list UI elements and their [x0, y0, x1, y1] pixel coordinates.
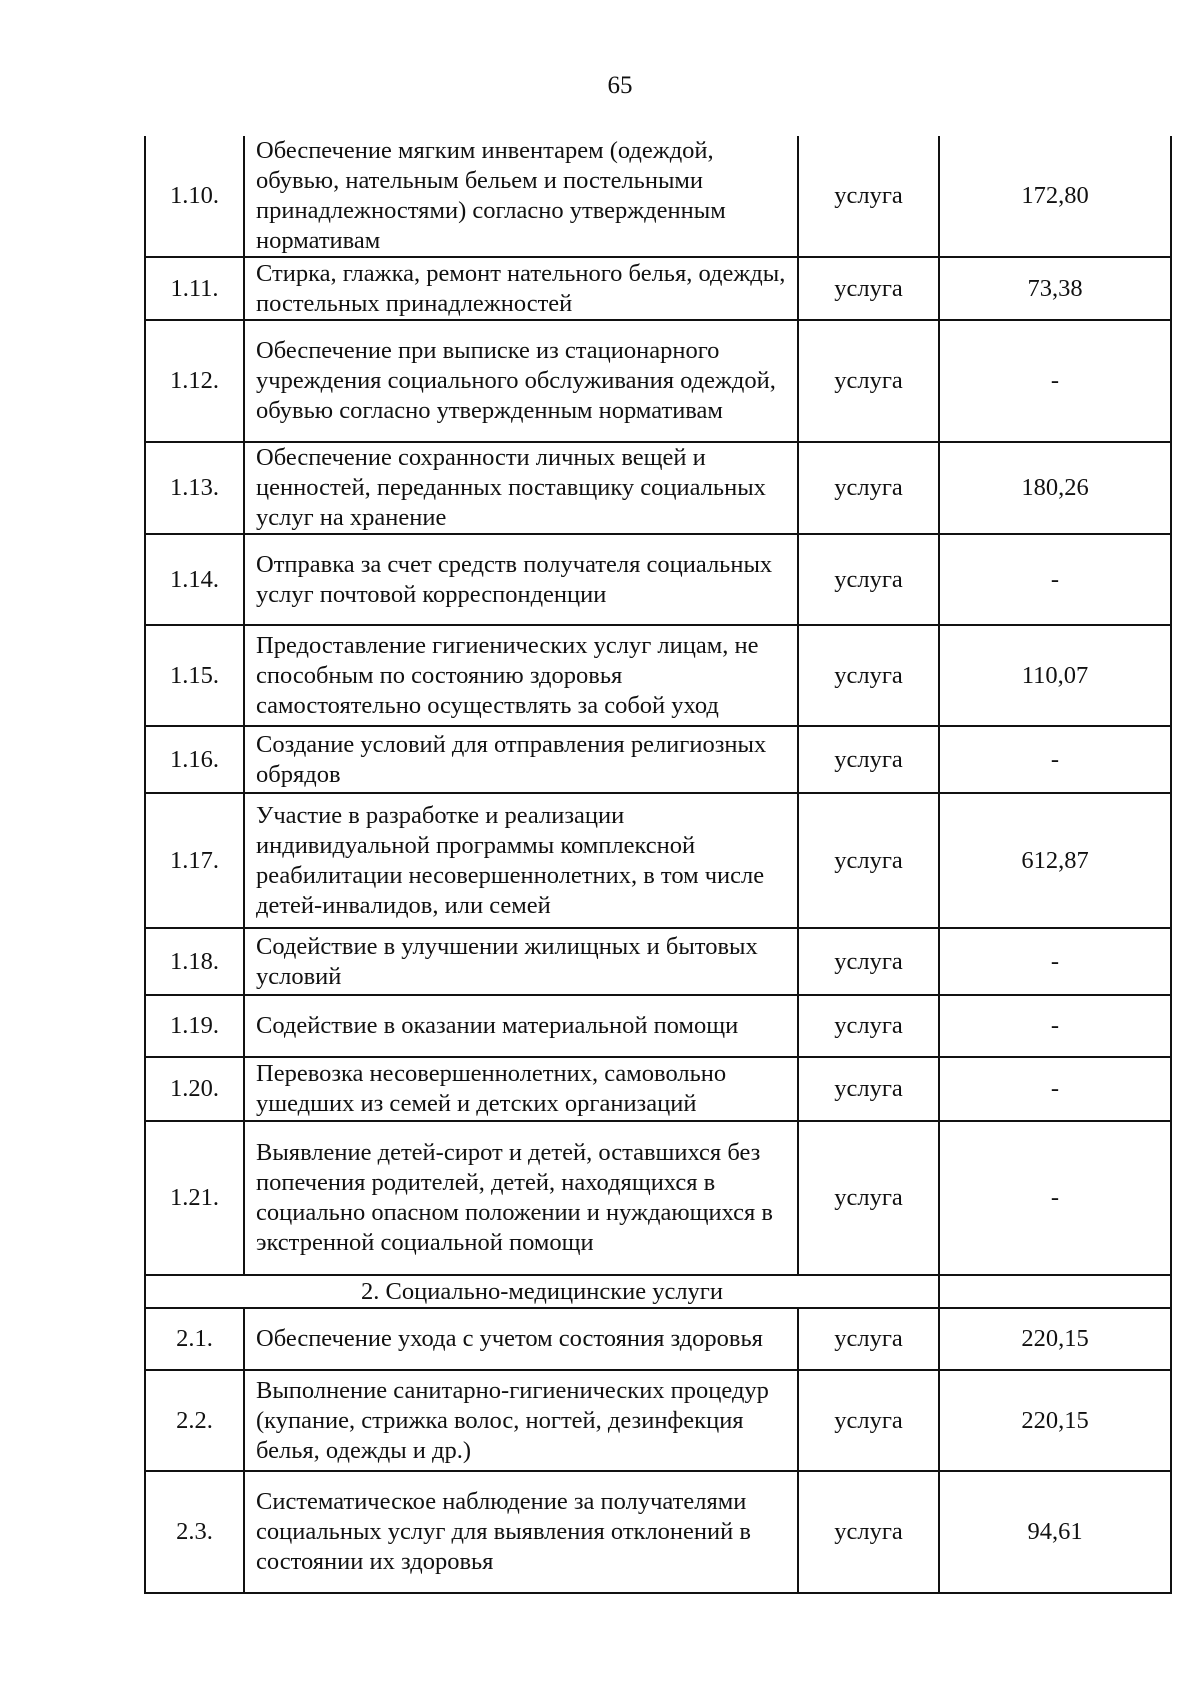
price-value: 172,80 — [939, 136, 1171, 257]
price-value: - — [939, 320, 1171, 442]
service-name: Обеспечение сохранности личных вещей и ценностей, переданных поставщику социальных услуг на хранение — [244, 442, 798, 534]
service-name: Перевозка несовершеннолетних, самовольно ушедших из семей и детских организаций — [244, 1057, 798, 1121]
price-value: 220,15 — [939, 1370, 1171, 1471]
table-row — [145, 726, 1171, 793]
service-name: Предоставление гигиенических услуг лицам, не способным по состоянию здоровья самостоятельно осуществлять за собой уход — [244, 625, 798, 726]
unit-of-measure: услуга — [798, 793, 939, 928]
service-name: Содействие в улучшении жилищных и бытовых условий — [244, 928, 798, 995]
table-row — [145, 534, 1171, 625]
table-row — [145, 1370, 1171, 1471]
price-value: - — [939, 1121, 1171, 1275]
unit-of-measure: услуга — [798, 1471, 939, 1593]
unit-of-measure: услуга — [798, 257, 939, 320]
unit-of-measure: услуга — [798, 1370, 939, 1471]
row-number: 1.10. — [145, 136, 244, 257]
table-row — [145, 1121, 1171, 1275]
unit-of-measure: услуга — [798, 995, 939, 1057]
unit-of-measure: услуга — [798, 320, 939, 442]
tariff-table — [144, 136, 1172, 1594]
unit-of-measure: услуга — [798, 1057, 939, 1121]
row-number: 1.15. — [145, 625, 244, 726]
price-value: - — [939, 995, 1171, 1057]
service-name: Систематическое наблюдение за получателями социальных услуг для выявления отклонений в состоянии их здоровья — [244, 1471, 798, 1593]
table-row — [145, 928, 1171, 995]
table-row — [145, 442, 1171, 534]
unit-of-measure: услуга — [798, 1308, 939, 1370]
unit-of-measure: услуга — [798, 534, 939, 625]
row-number: 1.13. — [145, 442, 244, 534]
table-row — [145, 257, 1171, 320]
table-row — [145, 320, 1171, 442]
table-row — [145, 1471, 1171, 1593]
table-row — [145, 1057, 1171, 1121]
price-value: 220,15 — [939, 1308, 1171, 1370]
price-value: 110,07 — [939, 625, 1171, 726]
service-name: Участие в разработке и реализации индивидуальной программы комплексной реабилитации несовершеннолетних, в том числе детей-инвалидов, или семей — [244, 793, 798, 928]
unit-of-measure: услуга — [798, 726, 939, 793]
unit-of-measure: услуга — [798, 136, 939, 257]
row-number: 2.2. — [145, 1370, 244, 1471]
service-name: Обеспечение мягким инвентарем (одеждой, обувью, нательным бельем и постельными принадлежностями) согласно утвержденным нормативам — [244, 136, 798, 257]
price-value: - — [939, 1057, 1171, 1121]
service-name: Выявление детей-сирот и детей, оставшихся без попечения родителей, детей, находящихся в социально опасном положении и нуждающихся в экстренной социальной помощи — [244, 1121, 798, 1275]
unit-of-measure: услуга — [798, 625, 939, 726]
row-number: 1.11. — [145, 257, 244, 320]
service-name: Выполнение санитарно-гигиенических процедур (купание, стрижка волос, ногтей, дезинфекция белья, одежды и др.) — [244, 1370, 798, 1471]
row-number: 1.17. — [145, 793, 244, 928]
service-name: Создание условий для отправления религиозных обрядов — [244, 726, 798, 793]
service-name: Обеспечение при выписке из стационарного учреждения социального обслуживания одеждой, обувью согласно утвержденным нормативам — [244, 320, 798, 442]
table-row — [145, 995, 1171, 1057]
price-value: 73,38 — [939, 257, 1171, 320]
price-value: - — [939, 928, 1171, 995]
row-number: 1.12. — [145, 320, 244, 442]
row-number: 1.18. — [145, 928, 244, 995]
section-header-row — [145, 1275, 1171, 1308]
table-row — [145, 625, 1171, 726]
price-value: - — [939, 534, 1171, 625]
row-number: 2.1. — [145, 1308, 244, 1370]
row-number: 1.21. — [145, 1121, 244, 1275]
page-number: 65 — [607, 72, 633, 99]
service-name: Отправка за счет средств получателя социальных услуг почтовой корреспонденции — [244, 534, 798, 625]
price-value: 612,87 — [939, 793, 1171, 928]
table-row — [145, 1308, 1171, 1370]
service-name: Стирка, глажка, ремонт нательного белья, одежды, постельных принадлежностей — [244, 257, 798, 320]
unit-of-measure: услуга — [798, 928, 939, 995]
section-empty-cell — [939, 1275, 1171, 1308]
table-row — [145, 793, 1171, 928]
service-name: Обеспечение ухода с учетом состояния здоровья — [244, 1308, 798, 1370]
table-row — [145, 136, 1171, 257]
service-name: Содействие в оказании материальной помощи — [244, 995, 798, 1057]
row-number: 1.16. — [145, 726, 244, 793]
unit-of-measure: услуга — [798, 1121, 939, 1275]
row-number: 2.3. — [145, 1471, 244, 1593]
section-title: 2. Социально-медицинские услуги — [145, 1275, 939, 1308]
row-number: 1.14. — [145, 534, 244, 625]
price-value: - — [939, 726, 1171, 793]
unit-of-measure: услуга — [798, 442, 939, 534]
row-number: 1.19. — [145, 995, 244, 1057]
row-number: 1.20. — [145, 1057, 244, 1121]
price-value: 94,61 — [939, 1471, 1171, 1593]
price-value: 180,26 — [939, 442, 1171, 534]
